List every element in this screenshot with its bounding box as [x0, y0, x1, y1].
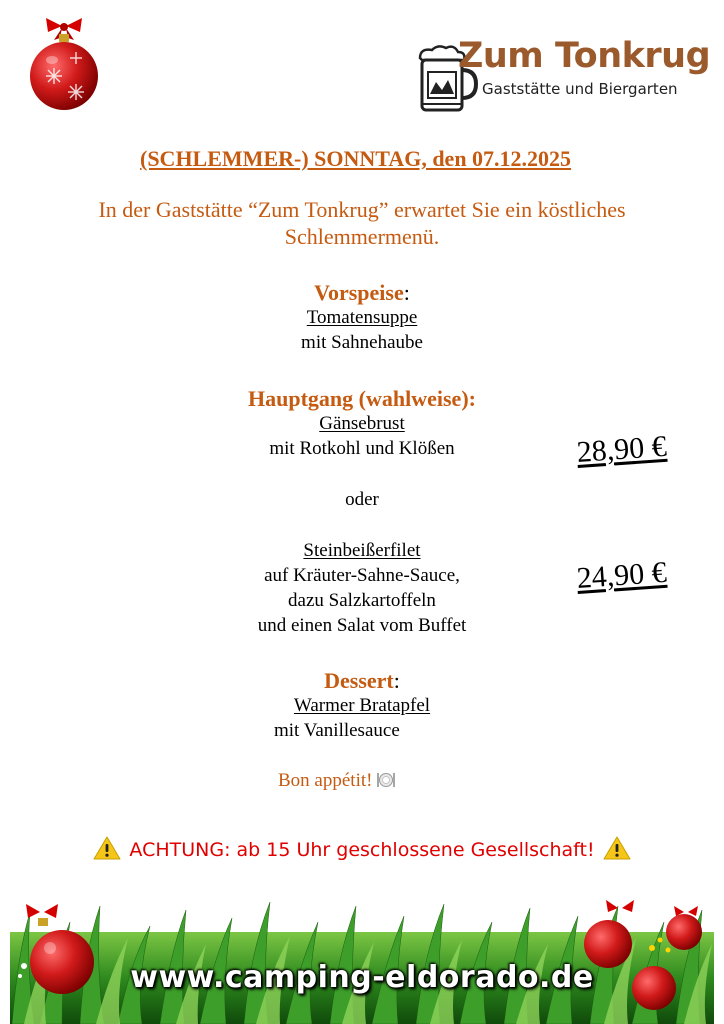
plate-icon	[376, 770, 396, 790]
closing-text: Bon appétit!	[278, 770, 373, 791]
main-option2-detail1: auf Kräuter-Sahne-Sauce,	[264, 565, 460, 586]
dessert-heading	[0, 668, 724, 694]
starter-detail: mit Sahnehaube	[301, 332, 423, 353]
dessert-heading-label: Dessert	[324, 668, 394, 693]
starter-heading-colon: :	[403, 280, 410, 305]
main-or: oder	[345, 489, 379, 510]
footer-url[interactable]: www.camping-eldorado.de	[130, 960, 594, 995]
main-option2-detail3: und einen Salat vom Buffet	[257, 615, 467, 636]
starter-heading-label: Vorspeise	[314, 280, 404, 305]
christmas-ornament-icon	[24, 16, 104, 116]
footer-grass-banner	[0, 892, 724, 1024]
main-option1-dish-row	[0, 413, 724, 435]
closing-line	[278, 770, 396, 792]
warning-icon	[93, 836, 121, 860]
starter-dish: Tomatensuppe	[306, 307, 418, 328]
warning-banner	[0, 836, 724, 861]
warning-icon	[603, 836, 631, 860]
warning-text: ACHTUNG: ab 15 Uhr geschlossene Gesellschaft!	[129, 839, 595, 861]
logo-title: Zum Tonkrug	[458, 36, 711, 76]
intro-text: In der Gaststätte “Zum Tonkrug” erwartet Sie ein köstliches Schlemmermenü.	[98, 197, 626, 249]
main-option2-dish: Steinbeißerfilet	[303, 540, 421, 561]
main-option1-price: 28,90 €	[575, 429, 668, 470]
logo-subtitle: Gaststätte und Biergarten	[482, 80, 678, 98]
main-option1-detail: mit Rotkohl und Klößen	[269, 438, 455, 459]
dessert-dish-row	[0, 695, 724, 717]
dessert-heading-colon: :	[393, 668, 400, 693]
main-option2-detail2: dazu Salzkartoffeln	[288, 590, 436, 611]
dessert-dish: Warmer Bratapfel	[293, 695, 431, 716]
starter-heading	[0, 280, 724, 306]
starter-dish-row	[0, 307, 724, 329]
dessert-detail: mit Vanillesauce	[274, 720, 400, 741]
main-heading: Hauptgang (wahlweise):	[248, 386, 476, 411]
main-option2-price: 24,90 €	[575, 555, 668, 596]
main-option1-dish: Gänsebrust	[319, 413, 405, 434]
logo	[414, 36, 711, 114]
page-title: (SCHLEMMER-) SONNTAG, den 07.12.2025	[140, 146, 572, 171]
